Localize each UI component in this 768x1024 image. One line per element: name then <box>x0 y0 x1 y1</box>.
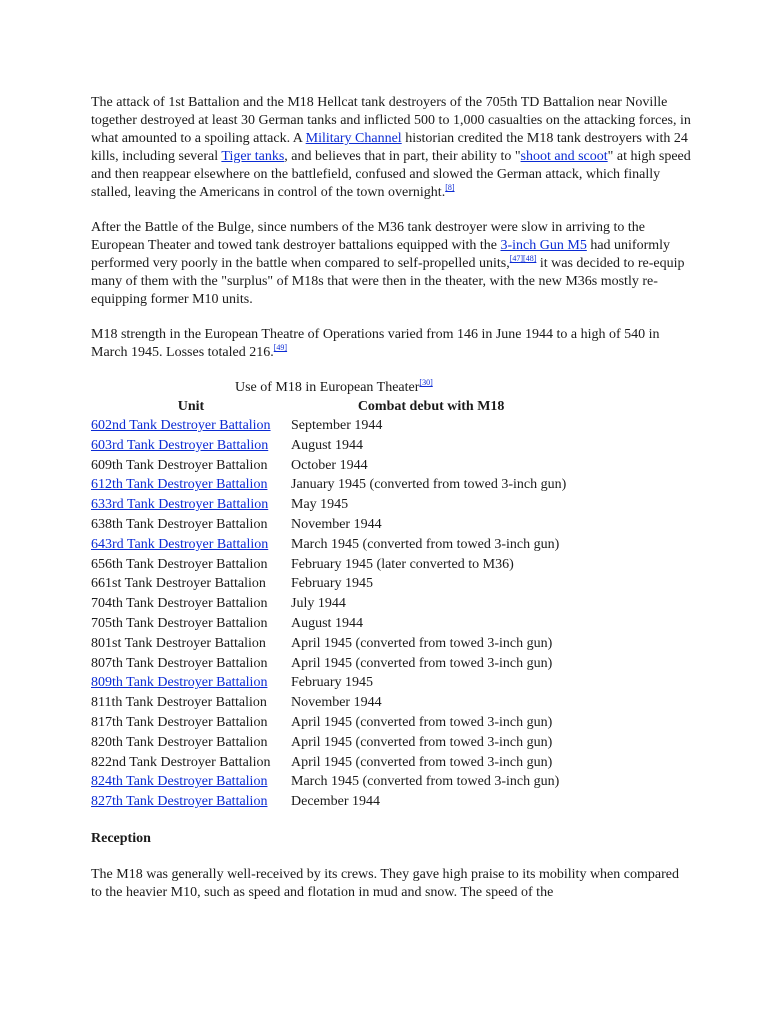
citation-link-47[interactable]: [47] <box>509 254 524 263</box>
unit-cell <box>91 516 291 536</box>
link-3-inch-gun-m5[interactable]: 3-inch Gun M5 <box>500 238 587 253</box>
paragraph-text: historian credited the M18 tank destroyers with 24 kills, including several <box>91 131 688 164</box>
combat-debut-cell: May 1945 <box>291 497 349 513</box>
citation-link-48[interactable]: [48] <box>523 254 537 263</box>
unit-cell <box>91 615 291 635</box>
combat-debut-cell: April 1945 (converted from towed 3-inch gun) <box>291 754 553 770</box>
unit-cell <box>91 714 291 734</box>
unit-cell <box>91 754 291 774</box>
paragraph-text: M18 strength in the European Theatre of Operations varied from 146 in June 1944 to a high of 540 in March 1945. Losses totaled 216. <box>91 327 660 360</box>
table-row <box>91 476 571 496</box>
unit-cell <box>91 556 291 576</box>
unit-link[interactable]: 633rd Tank Destroyer Battalion <box>91 497 269 513</box>
column-header-unit: Unit <box>177 399 205 414</box>
unit-cell <box>91 476 291 496</box>
unit-cell <box>91 773 291 793</box>
table-row <box>91 754 571 774</box>
table-caption <box>235 379 691 397</box>
paragraph-reception: The M18 was generally well-received by its crews. They gave high praise to its mobility when compared to the heavier M10, such as speed and flotation in mud and snow. The speed of the <box>91 866 679 900</box>
unit-link[interactable]: 809th Tank Destroyer Battalion <box>91 675 268 691</box>
table-caption-text: Use of M18 in European Theater <box>235 380 420 395</box>
combat-debut-cell: April 1945 (converted from towed 3-inch gun) <box>291 635 553 651</box>
m18-units-table <box>91 397 571 813</box>
unit-link[interactable]: 602nd Tank Destroyer Battalion <box>91 418 271 433</box>
combat-debut-cell: December 1944 <box>291 794 381 810</box>
unit-name: 705th Tank Destroyer Battalion <box>91 615 268 631</box>
paragraph-after-bulge <box>91 219 691 309</box>
unit-name: 820th Tank Destroyer Battalion <box>91 734 268 750</box>
link-tiger-tanks[interactable]: Tiger tanks <box>221 149 285 164</box>
table-header-row <box>91 397 571 417</box>
table-row <box>91 417 571 437</box>
table-row <box>91 793 571 813</box>
table-row <box>91 575 571 595</box>
citation-ref <box>510 254 537 263</box>
section-heading-reception: Reception <box>91 830 151 846</box>
unit-name: 609th Tank Destroyer Battalion <box>91 457 268 473</box>
link-shoot-and-scoot[interactable]: shoot and scoot <box>520 149 608 164</box>
combat-debut-cell: July 1944 <box>291 596 346 612</box>
paragraph-text: had uniformly performed very poorly in the battle when compared to self-propelled units, <box>91 238 671 271</box>
table-row <box>91 516 571 536</box>
unit-link[interactable]: 612th Tank Destroyer Battalion <box>91 477 268 493</box>
unit-cell <box>91 536 291 556</box>
unit-link[interactable]: 643rd Tank Destroyer Battalion <box>91 536 269 552</box>
combat-debut-cell: February 1945 (later converted to M36) <box>291 556 514 572</box>
citation-link-30[interactable]: [30] <box>419 378 433 387</box>
table-row <box>91 734 571 754</box>
combat-debut-cell: September 1944 <box>291 418 383 433</box>
unit-name: 817th Tank Destroyer Battalion <box>91 714 268 730</box>
unit-name: 661st Tank Destroyer Battalion <box>91 576 266 592</box>
combat-debut-cell: April 1945 (converted from towed 3-inch gun) <box>291 714 553 730</box>
unit-cell <box>91 734 291 754</box>
combat-debut-cell: March 1945 (converted from towed 3-inch gun) <box>291 774 560 790</box>
table-row <box>91 635 571 655</box>
combat-debut-cell: August 1944 <box>291 437 363 453</box>
unit-link[interactable]: 824th Tank Destroyer Battalion <box>91 774 268 790</box>
table-row <box>91 655 571 675</box>
link-military-channel[interactable]: Military Channel <box>305 131 402 146</box>
paragraph-text: The attack of 1st Battalion and the M18 Hellcat tank destroyers of the 705th TD Battalion near Noville together destroyed at least 30 German tanks and inflicted 500 to 1,000 casualties on the attacking forces, in what amounted to a spoiling attack. A <box>91 95 691 146</box>
table-row <box>91 536 571 556</box>
table-row <box>91 437 571 457</box>
unit-name: 807th Tank Destroyer Battalion <box>91 655 268 671</box>
combat-debut-cell: February 1945 <box>291 675 374 691</box>
paragraph-noville-attack <box>91 94 691 202</box>
paragraph-text: , and believes that in part, their ability to " <box>284 149 521 164</box>
combat-debut-cell: November 1944 <box>291 516 382 532</box>
citation-ref <box>419 378 432 387</box>
table-row <box>91 773 571 793</box>
unit-cell <box>91 457 291 477</box>
combat-debut-cell: October 1944 <box>291 457 368 473</box>
combat-debut-cell: August 1944 <box>291 615 363 631</box>
table-body <box>91 417 571 813</box>
table-row <box>91 674 571 694</box>
unit-cell <box>91 694 291 714</box>
table-row <box>91 615 571 635</box>
unit-link[interactable]: 603rd Tank Destroyer Battalion <box>91 437 269 453</box>
unit-cell <box>91 595 291 615</box>
citation-link-8[interactable]: [8] <box>445 183 455 192</box>
table-row <box>91 556 571 576</box>
combat-debut-cell: April 1945 (converted from towed 3-inch gun) <box>291 734 553 750</box>
paragraph-text: After the Battle of the Bulge, since numbers of the M36 tank destroyer were slow in arriving to the European Theater and towed tank destroyer battalions equipped with the <box>91 220 646 253</box>
table-row <box>91 457 571 477</box>
unit-cell <box>91 793 291 813</box>
unit-name: 656th Tank Destroyer Battalion <box>91 556 268 572</box>
unit-name: 811th Tank Destroyer Battalion <box>91 695 267 711</box>
unit-cell <box>91 575 291 595</box>
unit-name: 822nd Tank Destroyer Battalion <box>91 754 271 770</box>
combat-debut-cell: January 1945 (converted from towed 3-inch gun) <box>291 477 567 493</box>
table-row <box>91 694 571 714</box>
citation-link-49[interactable]: [49] <box>273 343 288 352</box>
unit-cell <box>91 417 291 437</box>
unit-cell <box>91 635 291 655</box>
unit-cell <box>91 674 291 694</box>
combat-debut-cell: November 1944 <box>291 695 382 711</box>
unit-cell <box>91 437 291 457</box>
citation-ref <box>445 183 454 192</box>
unit-name: 704th Tank Destroyer Battalion <box>91 596 268 612</box>
unit-cell <box>91 496 291 516</box>
paragraph-text: " at high speed and then reappear elsewhere on the battlefield, confused and slowed the German attack, which finally stalled, leaving the Americans in control of the town overnight. <box>91 149 691 200</box>
table-row <box>91 714 571 734</box>
paragraph-m18-strength <box>91 326 691 362</box>
combat-debut-cell: April 1945 (converted from towed 3-inch gun) <box>291 655 553 671</box>
unit-link[interactable]: 827th Tank Destroyer Battalion <box>91 794 268 810</box>
combat-debut-cell: February 1945 <box>291 576 374 592</box>
unit-name: 801st Tank Destroyer Battalion <box>91 635 266 651</box>
column-header-combat-debut: Combat debut with M18 <box>357 399 505 414</box>
unit-name: 638th Tank Destroyer Battalion <box>91 516 268 532</box>
table-row <box>91 595 571 615</box>
citation-ref <box>274 343 287 352</box>
paragraph-text: it was decided to re-equip many of them with the "surplus" of M18s that were then in the theater, with the new M36s mostly re-equipping former M10 units. <box>91 256 685 307</box>
combat-debut-cell: March 1945 (converted from towed 3-inch gun) <box>291 536 560 552</box>
table-row <box>91 496 571 516</box>
unit-cell <box>91 655 291 675</box>
